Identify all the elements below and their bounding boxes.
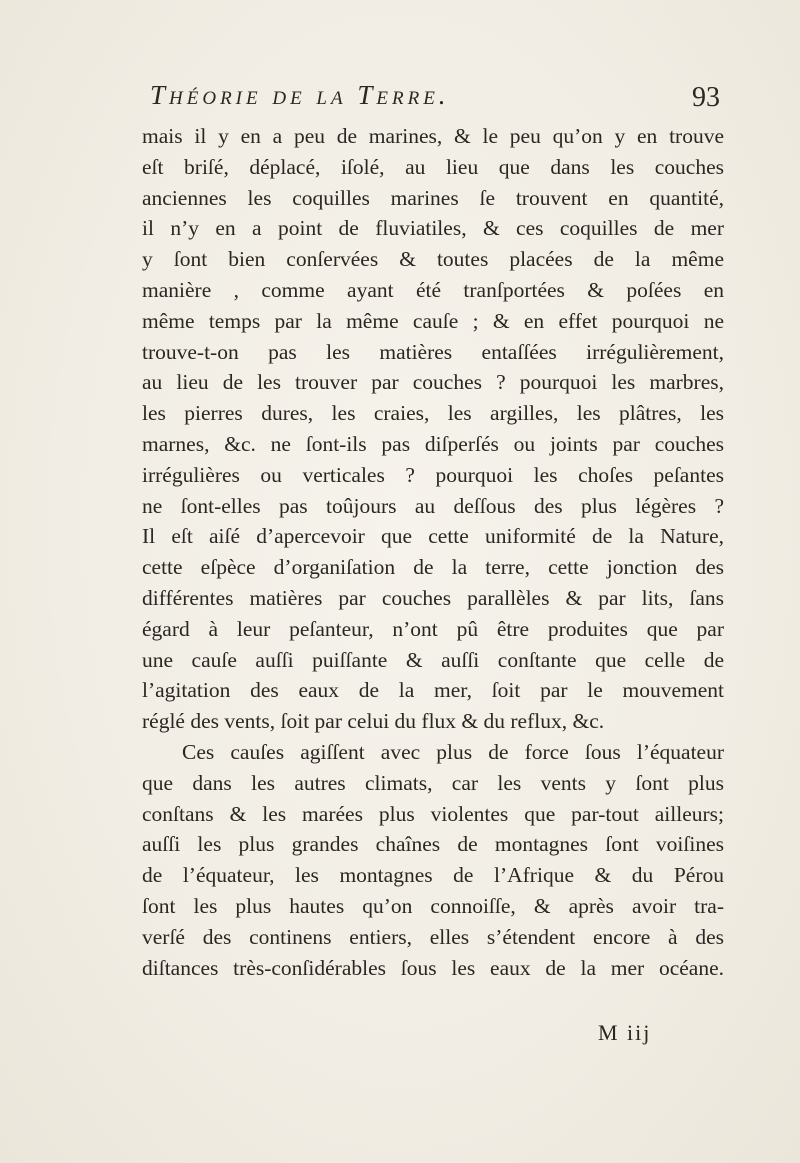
text-line: auſſi les plus grandes chaînes de montagnes ſont voiſines bbox=[142, 832, 724, 857]
text-line: au lieu de les trouver par couches ? pourquoi les marbres, bbox=[142, 370, 724, 395]
text-line: même temps par la même cauſe ; & en effet pourquoi ne bbox=[142, 308, 724, 333]
page-number: 93 bbox=[692, 82, 720, 113]
text-line: trouve-t-on pas les matières entaſſées irrégulièrement, bbox=[142, 339, 724, 364]
text-line: différentes matières par couches parallèles & par lits, ſans bbox=[142, 585, 724, 610]
text-line: y ſont bien conſervées & toutes placées de la même bbox=[142, 247, 724, 272]
running-title: Théorie de la Terre. bbox=[150, 80, 450, 110]
text-line: eſt briſé, déplacé, iſolé, au lieu que dans les couches bbox=[142, 154, 724, 179]
text-line: manière , comme ayant été tranſportées & poſées en bbox=[142, 277, 724, 302]
text-line: il n’y en a point de fluviatiles, & ces coquilles de mer bbox=[142, 216, 724, 241]
text-line: diſtances très-conſidérables ſous les eaux de la mer océane. bbox=[142, 955, 724, 980]
text-line: ſont les plus hautes qu’on connoiſſe, & après avoir tra- bbox=[142, 893, 724, 918]
text-line: réglé des vents, ſoit par celui du flux & du reflux, &c. bbox=[142, 709, 605, 734]
text-line: une cauſe auſſi puiſſante & auſſi conſtante que celle de bbox=[142, 647, 724, 672]
text-line: mais il y en a peu de marines, & le peu qu’on y en trouve bbox=[142, 124, 724, 148]
text-line: les pierres dures, les craies, les argilles, les plâtres, les bbox=[142, 401, 724, 426]
text-line: conſtans & les marées plus violentes que par-tout ailleurs; bbox=[142, 801, 724, 826]
text-line: Il eſt aiſé d’apercevoir que cette uniformité de la Nature, bbox=[142, 524, 724, 549]
signature-mark: M iij bbox=[598, 1020, 652, 1045]
text-line: verſé des continens entiers, elles s’étendent encore à des bbox=[142, 924, 724, 949]
text-line: cette eſpèce d’organiſation de la terre, cette jonction des bbox=[142, 555, 724, 580]
text-line: ne ſont-elles pas toûjours au deſſous des plus légères ? bbox=[142, 493, 724, 518]
text-line: anciennes les coquilles marines ſe trouvent en quantité, bbox=[142, 185, 724, 210]
text-line: que dans les autres climats, car les vents y ſont plus bbox=[142, 770, 724, 795]
text-line: irrégulières ou verticales ? pourquoi les choſes peſantes bbox=[142, 462, 724, 487]
page-header bbox=[150, 76, 720, 122]
text-line: égard à leur peſanteur, n’ont pû être produites que par bbox=[142, 616, 724, 641]
text-line: Ces cauſes agiſſent avec plus de force ſous l’équateur bbox=[182, 739, 724, 764]
text-line: de l’équateur, les montagnes de l’Afrique & du Pérou bbox=[142, 863, 724, 888]
text-line: marnes, &c. ne ſont-ils pas diſperſés ou joints par couches bbox=[142, 431, 724, 456]
body-text bbox=[142, 121, 724, 983]
text-line: l’agitation des eaux de la mer, ſoit par le mouvement bbox=[142, 678, 724, 703]
